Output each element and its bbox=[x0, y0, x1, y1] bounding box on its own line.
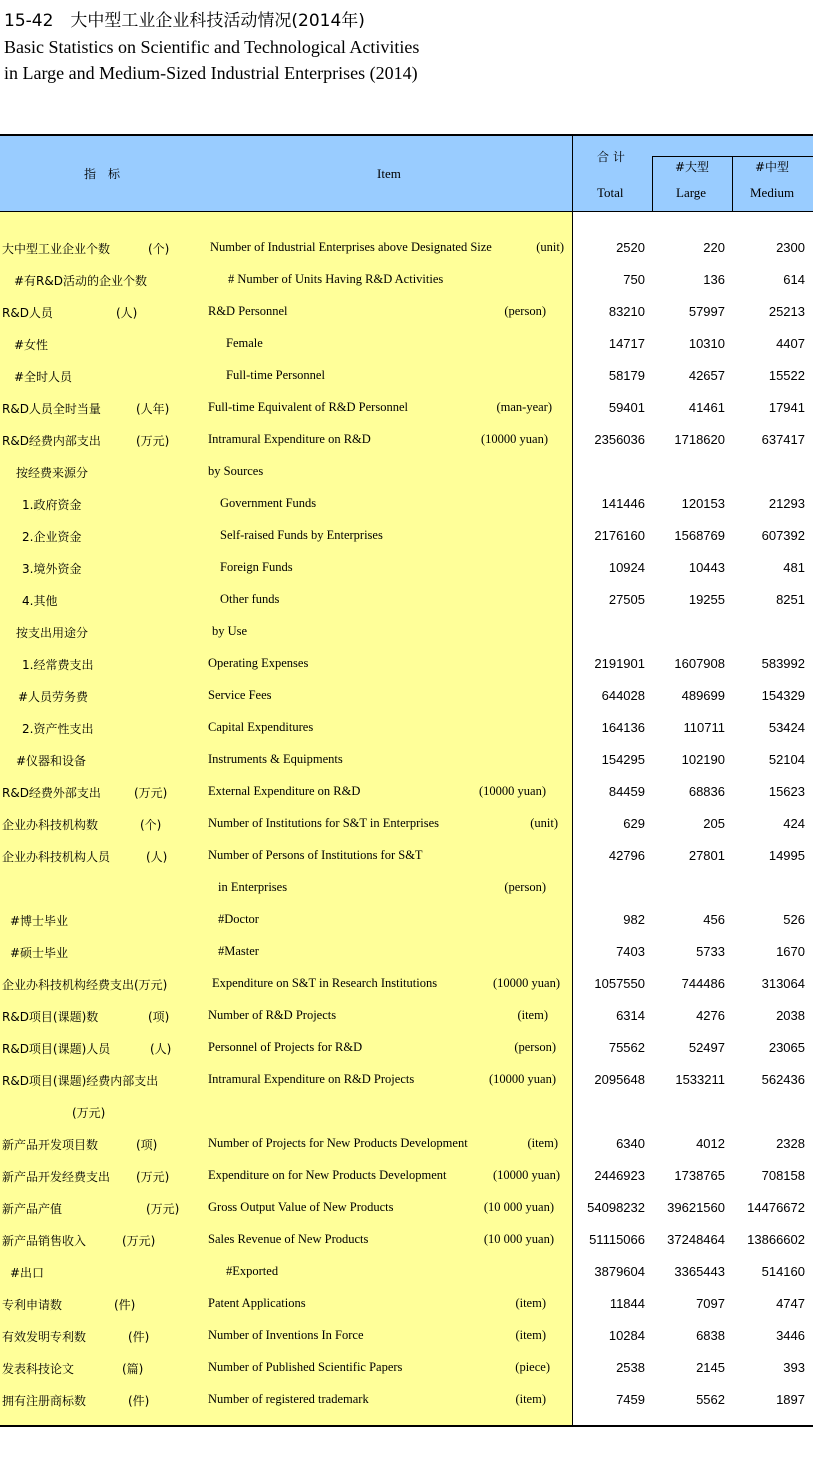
value-total: 59401 bbox=[608, 400, 645, 415]
unit-en: (person) bbox=[504, 880, 546, 894]
unit-zh: (万元) bbox=[146, 1202, 180, 1216]
unit-zh: (件) bbox=[128, 1394, 150, 1408]
value-medium: 8251 bbox=[776, 592, 805, 607]
unit-en: (item) bbox=[517, 1008, 548, 1022]
item-en: Number of registered trademark bbox=[208, 1392, 369, 1406]
header-total-en: Total bbox=[597, 185, 624, 200]
value-medium: 23065 bbox=[768, 1040, 805, 1055]
table-row bbox=[0, 424, 813, 456]
value-total: 7459 bbox=[616, 1392, 645, 1407]
item-en: External Expenditure on R&D bbox=[208, 784, 361, 798]
item-en: Number of Inventions In Force bbox=[208, 1328, 364, 1342]
value-medium: 393 bbox=[783, 1360, 805, 1375]
indicator-zh: #人员劳务费 bbox=[18, 690, 89, 704]
value-total: 629 bbox=[623, 816, 645, 831]
item-en: R&D Personnel bbox=[208, 304, 288, 318]
table-row bbox=[0, 520, 813, 552]
value-total: 3879604 bbox=[594, 1264, 645, 1279]
table-row bbox=[0, 872, 813, 904]
value-total: 2356036 bbox=[594, 432, 645, 447]
unit-en: (item) bbox=[527, 1136, 558, 1150]
value-medium: 481 bbox=[783, 560, 805, 575]
value-medium: 526 bbox=[783, 912, 805, 927]
value-large: 136 bbox=[703, 272, 725, 287]
value-large: 27801 bbox=[688, 848, 725, 863]
value-medium: 15522 bbox=[768, 368, 805, 383]
value-large: 1533211 bbox=[675, 1072, 725, 1087]
unit-zh: (项) bbox=[136, 1138, 158, 1152]
item-en: Patent Applications bbox=[208, 1296, 306, 1310]
item-en: # Number of Units Having R&D Activities bbox=[228, 272, 444, 286]
value-medium: 52104 bbox=[768, 752, 805, 767]
value-large: 489699 bbox=[681, 688, 725, 703]
item-en: Number of Industrial Enterprises above Designated Size bbox=[210, 240, 492, 254]
item-en: Full-time Equivalent of R&D Personnel bbox=[208, 400, 408, 414]
value-large: 5562 bbox=[696, 1392, 725, 1407]
item-en: Other funds bbox=[220, 592, 280, 606]
table-row bbox=[0, 328, 813, 360]
header-large-zh: #大型 bbox=[675, 160, 710, 174]
indicator-zh: 3.境外资金 bbox=[22, 562, 82, 576]
value-medium: 4407 bbox=[776, 336, 805, 351]
table-row bbox=[0, 1064, 813, 1096]
item-en: Number of Published Scientific Papers bbox=[208, 1360, 403, 1374]
item-en: Personnel of Projects for R&D bbox=[208, 1040, 363, 1054]
value-medium: 1670 bbox=[776, 944, 805, 959]
table-row bbox=[0, 712, 813, 744]
item-en: Operating Expenses bbox=[208, 656, 309, 670]
value-medium: 53424 bbox=[768, 720, 805, 735]
indicator-zh: #仪器和设备 bbox=[16, 754, 87, 768]
unit-en: (unit) bbox=[530, 816, 558, 830]
unit-zh: (人) bbox=[116, 306, 138, 320]
value-medium: 607392 bbox=[761, 528, 805, 543]
indicator-zh: R&D经费外部支出 bbox=[2, 786, 101, 800]
header-large-en: Large bbox=[676, 185, 707, 200]
indicator-zh: 拥有注册商标数 bbox=[2, 1394, 87, 1408]
indicator-zh: R&D经费内部支出 bbox=[2, 434, 101, 448]
value-large: 110711 bbox=[683, 720, 725, 735]
value-total: 2446923 bbox=[594, 1168, 645, 1183]
unit-en: (10000 yuan) bbox=[481, 432, 548, 446]
value-large: 4276 bbox=[696, 1008, 725, 1023]
value-total: 2176160 bbox=[594, 528, 645, 543]
unit-zh: (万元) bbox=[136, 1170, 170, 1184]
value-total: 83210 bbox=[608, 304, 645, 319]
table-row bbox=[0, 584, 813, 616]
unit-en: (piece) bbox=[515, 1360, 550, 1374]
indicator-zh: 有效发明专利数 bbox=[2, 1330, 87, 1344]
table-row bbox=[0, 1160, 813, 1192]
unit-en: (10000 yuan) bbox=[489, 1072, 556, 1086]
value-large: 4012 bbox=[696, 1136, 725, 1151]
table-row bbox=[0, 808, 813, 840]
value-medium: 313064 bbox=[761, 976, 805, 991]
unit-zh: (项) bbox=[148, 1010, 170, 1024]
table-row bbox=[0, 1256, 813, 1288]
indicator-zh: 企业办科技机构人员 bbox=[2, 850, 111, 864]
item-en: Full-time Personnel bbox=[226, 368, 325, 382]
value-large: 456 bbox=[703, 912, 725, 927]
item-en: Self-raised Funds by Enterprises bbox=[220, 528, 383, 542]
item-en: Government Funds bbox=[220, 496, 317, 510]
value-medium: 15623 bbox=[768, 784, 805, 799]
value-total: 7403 bbox=[616, 944, 645, 959]
item-en: Number of Projects for New Products Development bbox=[208, 1136, 468, 1150]
value-total: 54098232 bbox=[587, 1200, 645, 1215]
value-medium: 2300 bbox=[776, 240, 805, 255]
table-row bbox=[0, 904, 813, 936]
value-large: 52497 bbox=[688, 1040, 725, 1055]
table-row bbox=[0, 968, 813, 1000]
page-title-en-line1: Basic Statistics on Scientific and Technological Activities bbox=[4, 37, 420, 57]
value-total: 27505 bbox=[608, 592, 645, 607]
unit-en: (unit) bbox=[536, 240, 564, 254]
value-total: 644028 bbox=[601, 688, 645, 703]
item-en: Number of Institutions for S&T in Enterprises bbox=[208, 816, 439, 830]
unit-en: (person) bbox=[514, 1040, 556, 1054]
table-row bbox=[0, 392, 813, 424]
indicator-zh: 按经费来源分 bbox=[16, 466, 89, 480]
value-total: 58179 bbox=[608, 368, 645, 383]
unit-zh: (人年) bbox=[136, 402, 170, 416]
item-en: Female bbox=[226, 336, 263, 350]
indicator-zh: 按支出用途分 bbox=[16, 626, 89, 640]
unit-zh: (篇) bbox=[122, 1362, 144, 1376]
header-indicator-zh: 指 标 bbox=[84, 167, 121, 181]
value-total: 6340 bbox=[616, 1136, 645, 1151]
value-large: 19255 bbox=[688, 592, 725, 607]
item-en: Number of R&D Projects bbox=[208, 1008, 337, 1022]
item-en: #Exported bbox=[226, 1264, 279, 1278]
table-row bbox=[0, 744, 813, 776]
value-large: 5733 bbox=[696, 944, 725, 959]
unit-en: (item) bbox=[515, 1296, 546, 1310]
item-en: Intramural Expenditure on R&D Projects bbox=[208, 1072, 415, 1086]
value-medium: 21293 bbox=[768, 496, 805, 511]
value-large: 2145 bbox=[696, 1360, 725, 1375]
value-large: 120153 bbox=[681, 496, 725, 511]
unit-en: (10 000 yuan) bbox=[483, 1200, 554, 1214]
value-medium: 17941 bbox=[768, 400, 805, 415]
item-en: Intramural Expenditure on R&D bbox=[208, 432, 371, 446]
table-row bbox=[0, 1352, 813, 1384]
item-en: Gross Output Value of New Products bbox=[208, 1200, 394, 1214]
value-medium: 3446 bbox=[776, 1328, 805, 1343]
item-en: Instruments & Equipments bbox=[208, 752, 343, 766]
value-large: 220 bbox=[703, 240, 725, 255]
table-row bbox=[0, 1224, 813, 1256]
value-total: 750 bbox=[623, 272, 645, 287]
value-large: 102190 bbox=[681, 752, 725, 767]
value-medium: 424 bbox=[783, 816, 805, 831]
value-medium: 708158 bbox=[761, 1168, 805, 1183]
indicator-zh: R&D项目(课题)经费内部支出 bbox=[2, 1074, 159, 1088]
item-en: by Sources bbox=[208, 464, 264, 478]
value-total: 75562 bbox=[608, 1040, 645, 1055]
page-title-en-line2: in Large and Medium-Sized Industrial Enterprises (2014) bbox=[4, 63, 418, 83]
value-total: 1057550 bbox=[594, 976, 645, 991]
value-total: 84459 bbox=[608, 784, 645, 799]
indicator-zh: (万元) bbox=[72, 1106, 106, 1120]
unit-zh: (万元) bbox=[136, 434, 170, 448]
indicator-zh: 企业办科技机构数 bbox=[2, 818, 99, 832]
value-large: 68836 bbox=[688, 784, 725, 799]
indicator-zh: 发表科技论文 bbox=[2, 1362, 75, 1376]
value-total: 42796 bbox=[608, 848, 645, 863]
table-row bbox=[0, 488, 813, 520]
item-en: Service Fees bbox=[208, 688, 272, 702]
item-en: Number of Persons of Institutions for S&T bbox=[208, 848, 423, 862]
table-row bbox=[0, 1384, 813, 1416]
value-large: 6838 bbox=[696, 1328, 725, 1343]
indicator-zh: 新产品产值 bbox=[2, 1202, 63, 1216]
value-total: 6314 bbox=[616, 1008, 645, 1023]
indicator-zh: #女性 bbox=[14, 338, 49, 352]
unit-en: (10000 yuan) bbox=[479, 784, 546, 798]
table-row bbox=[0, 616, 813, 648]
value-total: 10924 bbox=[608, 560, 645, 575]
item-en: Expenditure on S&T in Research Institutions bbox=[212, 976, 438, 990]
item-en: Sales Revenue of New Products bbox=[208, 1232, 369, 1246]
value-medium: 514160 bbox=[761, 1264, 805, 1279]
indicator-zh: 专利申请数 bbox=[2, 1298, 63, 1312]
value-medium: 614 bbox=[783, 272, 805, 287]
unit-en: (item) bbox=[515, 1328, 546, 1342]
value-medium: 154329 bbox=[761, 688, 805, 703]
value-large: 37248464 bbox=[667, 1232, 725, 1247]
header-item-en: Item bbox=[377, 166, 401, 181]
value-medium: 562436 bbox=[761, 1072, 805, 1087]
table-row bbox=[0, 296, 813, 328]
indicator-zh: 1.政府资金 bbox=[22, 498, 82, 512]
item-en: in Enterprises bbox=[218, 880, 288, 894]
value-medium: 2038 bbox=[776, 1008, 805, 1023]
value-medium: 13866602 bbox=[747, 1232, 805, 1247]
value-medium: 583992 bbox=[761, 656, 805, 671]
table-row bbox=[0, 264, 813, 296]
indicator-zh: 2.企业资金 bbox=[22, 530, 82, 544]
indicator-zh: #全时人员 bbox=[14, 370, 73, 384]
value-large: 1568769 bbox=[674, 528, 725, 543]
indicator-zh: 新产品开发项目数 bbox=[2, 1138, 99, 1152]
value-large: 3365443 bbox=[674, 1264, 725, 1279]
item-en: Foreign Funds bbox=[220, 560, 293, 574]
value-large: 205 bbox=[703, 816, 725, 831]
item-en: #Master bbox=[218, 944, 259, 958]
unit-zh: (万元) bbox=[134, 786, 168, 800]
table-header bbox=[0, 136, 813, 212]
value-large: 1607908 bbox=[674, 656, 725, 671]
value-large: 10443 bbox=[688, 560, 725, 575]
value-total: 51115066 bbox=[589, 1232, 645, 1247]
indicator-zh: #博士毕业 bbox=[10, 914, 69, 928]
indicator-zh: R&D项目(课题)人员 bbox=[2, 1042, 111, 1056]
value-total: 2095648 bbox=[594, 1072, 645, 1087]
table-row bbox=[0, 1000, 813, 1032]
indicator-zh: #有R&D活动的企业个数 bbox=[14, 274, 147, 288]
item-en: Capital Expenditures bbox=[208, 720, 314, 734]
value-large: 744486 bbox=[681, 976, 725, 991]
unit-zh: (人) bbox=[150, 1042, 172, 1056]
table-row bbox=[0, 456, 813, 488]
unit-zh: (人) bbox=[146, 850, 168, 864]
value-total: 2520 bbox=[616, 240, 645, 255]
value-large: 39621560 bbox=[667, 1200, 725, 1215]
indicator-zh: 大中型工业企业个数 bbox=[2, 242, 111, 256]
unit-en: (person) bbox=[504, 304, 546, 318]
table-row bbox=[0, 232, 813, 264]
value-total: 141446 bbox=[601, 496, 645, 511]
unit-en: (man-year) bbox=[496, 400, 552, 414]
header-medium-zh: #中型 bbox=[755, 160, 790, 174]
value-large: 1738765 bbox=[674, 1168, 725, 1183]
value-medium: 1897 bbox=[776, 1392, 805, 1407]
item-en: by Use bbox=[212, 624, 248, 638]
table-row bbox=[0, 1288, 813, 1320]
value-large: 41461 bbox=[688, 400, 725, 415]
table-row bbox=[0, 680, 813, 712]
item-en: Expenditure on for New Products Development bbox=[208, 1168, 447, 1182]
unit-zh: (件) bbox=[114, 1298, 136, 1312]
value-medium: 14476672 bbox=[747, 1200, 805, 1215]
unit-zh: (万元) bbox=[122, 1234, 156, 1248]
table-row bbox=[0, 840, 813, 872]
value-large: 42657 bbox=[688, 368, 725, 383]
indicator-zh: #出口 bbox=[10, 1266, 45, 1280]
table-row bbox=[0, 360, 813, 392]
value-medium: 4747 bbox=[776, 1296, 805, 1311]
indicator-zh: R&D人员全时当量 bbox=[2, 402, 101, 416]
value-total: 154295 bbox=[601, 752, 645, 767]
unit-zh: (个) bbox=[140, 818, 162, 832]
header-medium-en: Medium bbox=[750, 185, 795, 200]
indicator-zh: 企业办科技机构经费支出(万元) bbox=[2, 978, 168, 992]
table-row bbox=[0, 552, 813, 584]
indicator-zh: 新产品销售收入 bbox=[2, 1234, 87, 1248]
unit-en: (10000 yuan) bbox=[493, 1168, 560, 1182]
header-divider-medium bbox=[732, 156, 733, 212]
value-total: 2191901 bbox=[594, 656, 645, 671]
indicator-zh: 1.经常费支出 bbox=[22, 658, 94, 672]
value-medium: 637417 bbox=[761, 432, 805, 447]
indicator-zh: 新产品开发经费支出 bbox=[2, 1170, 111, 1184]
page-title-zh: 15-42 大中型工业企业科技活动情况(2014年) bbox=[4, 11, 365, 31]
value-medium: 2328 bbox=[776, 1136, 805, 1151]
unit-zh: (件) bbox=[128, 1330, 150, 1344]
value-large: 10310 bbox=[688, 336, 725, 351]
indicator-zh: 2.资产性支出 bbox=[22, 722, 94, 736]
value-total: 14717 bbox=[608, 336, 645, 351]
table-row bbox=[0, 1032, 813, 1064]
item-en: #Doctor bbox=[218, 912, 259, 926]
indicator-zh: #硕士毕业 bbox=[10, 946, 69, 960]
value-large: 57997 bbox=[688, 304, 725, 319]
table-row bbox=[0, 1320, 813, 1352]
value-medium: 25213 bbox=[768, 304, 805, 319]
indicator-zh: 4.其他 bbox=[22, 594, 58, 608]
unit-en: (10 000 yuan) bbox=[483, 1232, 554, 1246]
indicator-zh: R&D项目(课题)数 bbox=[2, 1010, 99, 1024]
value-total: 982 bbox=[623, 912, 645, 927]
value-total: 11844 bbox=[609, 1296, 645, 1311]
value-large: 7097 bbox=[696, 1296, 725, 1311]
header-total-zh: 合 计 bbox=[597, 150, 625, 164]
indicator-zh: R&D人员 bbox=[2, 306, 53, 320]
table-row bbox=[0, 936, 813, 968]
table-row bbox=[0, 1128, 813, 1160]
unit-zh: (个) bbox=[148, 242, 170, 256]
unit-en: (item) bbox=[515, 1392, 546, 1406]
header-divider-large bbox=[652, 156, 653, 212]
table-row bbox=[0, 776, 813, 808]
table-row bbox=[0, 648, 813, 680]
unit-en: (10000 yuan) bbox=[493, 976, 560, 990]
table-body bbox=[0, 232, 813, 1416]
table-row bbox=[0, 1096, 813, 1128]
value-total: 2538 bbox=[616, 1360, 645, 1375]
value-total: 10284 bbox=[608, 1328, 645, 1343]
statistics-table bbox=[0, 134, 813, 1427]
value-large: 1718620 bbox=[674, 432, 725, 447]
value-medium: 14995 bbox=[768, 848, 805, 863]
table-row bbox=[0, 1192, 813, 1224]
value-total: 164136 bbox=[601, 720, 645, 735]
